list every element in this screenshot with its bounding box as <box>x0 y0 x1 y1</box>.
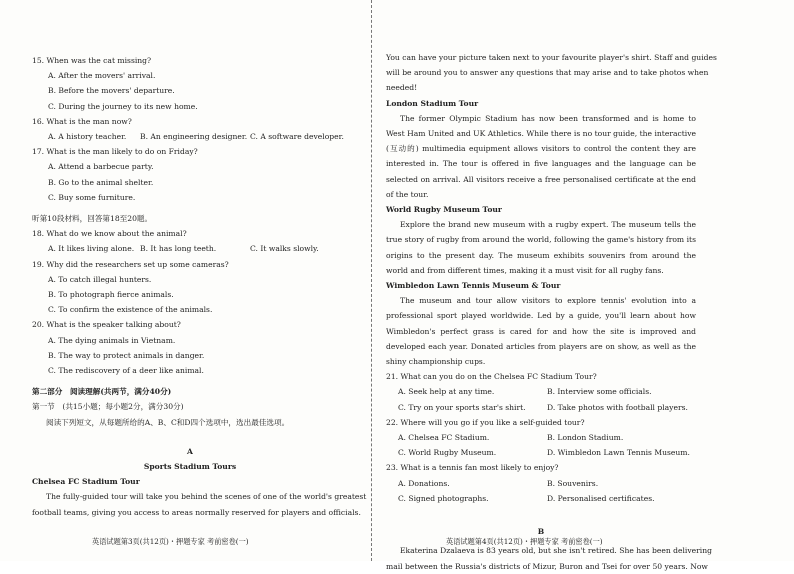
option-17a: A. Attend a barbecue party. <box>48 162 154 172</box>
option-20b: B. The way to protect animals in danger. <box>48 350 205 360</box>
option-21b: B. Interview some officials. <box>547 387 652 397</box>
options-23-row1 <box>386 476 696 491</box>
options-18 <box>32 241 348 256</box>
question-19: 19. Why did the researchers set up some cameras? <box>32 259 229 269</box>
london-heading: London Stadium Tour <box>386 98 479 108</box>
reading-instructions: 阅读下列短文，从每题所给的A、B、C和D四个选项中，选出最佳选项。 <box>46 417 290 427</box>
passage-b-label: B <box>537 527 545 537</box>
footer-right: 英语试题第4页(共12页)・押题专家 考前密卷(一) <box>446 537 603 546</box>
option-23b: B. Souvenirs. <box>547 478 599 488</box>
rugby-heading: World Rugby Museum Tour <box>386 205 502 215</box>
question-15: 15. When was the cat missing? <box>32 56 152 65</box>
option-22a: A. Chelsea FC Stadium. <box>398 433 490 443</box>
option-16c: C. A software developer. <box>250 132 344 142</box>
option-19b: B. To photograph fierce animals. <box>48 290 174 300</box>
passage-b-line1: Ekaterina Dzalaeva is 83 years old, but she isn't retired. She has been delivering <box>400 546 712 556</box>
wimbledon-heading: Wimbledon Lawn Tennis Museum & Tour <box>386 281 561 291</box>
question-17: 17. What is the man likely to do on Friday? <box>32 147 198 157</box>
option-17c: C. Buy some furniture. <box>48 192 136 202</box>
option-19c: C. To confirm the existence of the animals. <box>48 305 213 315</box>
passage-b-line2: mail between the Russia's districts of Mizur, Buron and Tsei for over 50 years. Now <box>386 561 708 571</box>
chelsea-heading: Chelsea FC Stadium Tour <box>32 477 140 487</box>
option-21c: C. Try on your sports star's shirt. <box>398 402 526 412</box>
option-22b: B. London Stadium. <box>547 433 624 443</box>
options-16 <box>32 129 348 144</box>
chelsea-continued-line3: needed! <box>386 83 418 93</box>
option-19a: A. To catch illegal hunters. <box>48 274 152 284</box>
passage-a-label: A <box>187 446 193 456</box>
right-page <box>386 0 717 574</box>
options-21-row2 <box>386 400 696 415</box>
question-22: 22. Where will you go if you like a self-guided tour? <box>386 417 585 427</box>
option-21d: D. Take photos with football players. <box>547 402 688 412</box>
option-15b: B. Before the movers' departure. <box>48 86 175 96</box>
option-22c: C. World Rugby Museum. <box>398 448 497 458</box>
part-two-heading: 第二部分 阅读理解(共两节，满分40分) <box>32 387 172 397</box>
option-16b: B. An engineering designer. <box>140 132 248 142</box>
footer-left: 英语试题第3页(共12页)・押题专家 考前密卷(一) <box>92 537 249 546</box>
left-page <box>32 0 367 520</box>
question-21: 21. What can you do on the Chelsea FC Stadium Tour? <box>386 372 597 382</box>
options-22-row2 <box>386 445 696 460</box>
chelsea-text-line1: The fully-guided tour will take you behind the scenes of one of the world's greatest <box>46 492 367 502</box>
option-23a: A. Donations. <box>398 478 450 488</box>
option-22d: D. Wimbledon Lawn Tennis Museum. <box>547 448 690 458</box>
option-18c: C. It walks slowly. <box>250 244 319 254</box>
option-23d: D. Personalised certificates. <box>547 493 655 503</box>
option-18a: A. It likes living alone. <box>48 244 135 254</box>
rugby-paragraph: Explore the brand new museum with a rugby expert. The museum tells the true story of rugby from around the world, following the game's history from its origins to the present day. The museum exhibits souvenirs from around the world and from different times, making it a must visit for all rugby fans. <box>386 220 696 275</box>
listening-section-note: 听第10段材料，回答第18至20题。 <box>32 214 153 224</box>
option-17b: B. Go to the animal shelter. <box>48 177 154 187</box>
option-20c: C. The rediscovery of a deer like animal. <box>48 366 204 376</box>
chelsea-text-line2: football teams, giving you access to areas normally reserved for players and officials. <box>32 507 361 517</box>
question-23: 23. What is a tennis fan most likely to enjoy? <box>386 463 559 473</box>
question-20: 20. What is the speaker talking about? <box>32 320 181 330</box>
option-15a: A. After the movers' arrival. <box>48 71 156 81</box>
option-16a: A. A history teacher. <box>48 132 127 142</box>
option-20a: A. The dying animals in Vietnam. <box>48 335 176 345</box>
page-divider <box>371 0 372 561</box>
question-18: 18. What do we know about the animal? <box>32 229 187 239</box>
options-22-row1 <box>386 430 696 445</box>
option-23c: C. Signed photographs. <box>398 493 489 503</box>
option-15c: C. During the journey to its new home. <box>48 101 198 111</box>
chelsea-continued-line2: will be around you to answer any questions that may arise and to take photos when <box>386 68 709 78</box>
options-23-row2 <box>386 491 696 506</box>
passage-a-title: Sports Stadium Tours <box>143 462 237 472</box>
section-one-heading: 第一节 (共15小题；每小题2分，满分30分) <box>32 402 184 412</box>
wimbledon-paragraph: The museum and tour allow visitors to explore tennis' evolution into a professional sport played worldwide. Led by a guide, you'll learn about how Wimbledon's perfect grass is cared for and how the site is improved and developed each year. Donated articles from players are on show, as well as the shiny championship cups. <box>386 296 696 367</box>
london-paragraph: The former Olympic Stadium has now been transformed and is home to West Ham United and UK Athletics. While there is no tour guide, the interactive (互动的) multimedia equipment allows visitors to control the content they are interested in. The tour is offered in five languages and the language can be selected on arrival. All visitors receive a free personalised certificate at the end of the tour. <box>386 113 696 199</box>
option-18b: B. It has long teeth. <box>140 244 217 254</box>
question-16: 16. What is the man now? <box>32 116 132 126</box>
option-21a: A. Seek help at any time. <box>398 387 495 397</box>
watermark-logo <box>448 338 558 388</box>
chelsea-continued-line1: You can have your picture taken next to your favourite player's shirt. Staff and guides <box>386 53 717 62</box>
